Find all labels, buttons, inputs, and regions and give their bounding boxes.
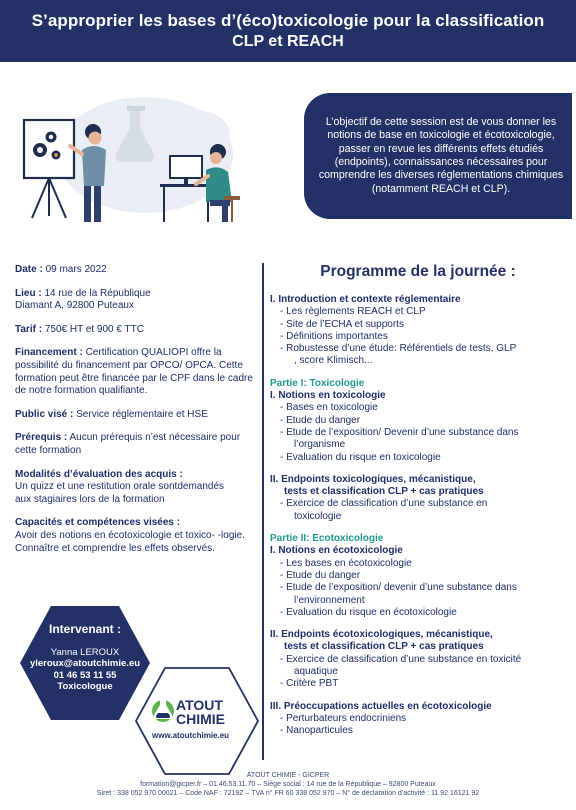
intervenant-phone: 01 46 53 11 55 [53,669,117,681]
lieu-value-2: Diamant A, 92800 Puteaux [15,300,134,312]
prog-section-preoccupations: III. Préoccupations actuelles en écotoxicologie [270,700,492,712]
prog-item: - Exercice de classification d’une substance en toxicité [280,653,522,665]
prog-item: - Exercice de classification d’une substance en [280,498,488,510]
prog-section-endpoints-ecotox-a: II. Endpoints écotoxicologiques, mécanistique, [270,629,493,641]
prog-section-endpoints-ecotox-b: tests et classification CLP + cas pratiques [284,641,484,653]
prog-item-cont: , score Klimisch... [294,355,373,367]
info-financement [15,347,255,397]
tarif-label: Tarif : [15,323,43,335]
info-public [15,409,255,422]
intervenant-role: Toxicologue [57,680,113,692]
prog-item: - Les règlements REACH et CLP [280,306,426,318]
prog-item-cont: l’organisme [294,439,346,451]
prog-item-cont: l’environnement [294,594,365,606]
prog-item: - Site de l’ECHA et supports [280,318,404,330]
prog-item: - Evaluation du risque en écotoxicologie [280,606,457,618]
training-illustration [10,80,250,240]
capacites-label: Capacités et compétences visées : [15,517,181,529]
info-lieu [15,288,255,313]
logo-line1: ATOUT [176,697,223,713]
info-column [15,264,255,566]
date-value: 09 mars 2022 [42,264,107,275]
info-prerequis [15,432,255,457]
prog-section-endpoints-tox-a: II. Endpoints toxicologiques, mécanistique, [270,473,476,485]
prog-item-cont: aquatique [294,666,338,678]
info-tarif [15,324,255,337]
info-modalites [15,469,255,507]
intro-text: L’objectif de cette session est de vous donner les notions de base en toxicologie et écotoxicologie, passer en revue les différents effets étudiés (endpoints), connaissances nécessaires pour comprendre les diverses réglementations chimiques (notamment REACH et CLP). [318,115,564,195]
logo-name [176,698,225,726]
prerequis-label: Prérequis : [15,432,68,444]
financement-value: Certification QUALIOPI offre la possibilité du financement par OPCO/ OPCA. Cette formation peut être financée par le CPF dans le cadre de notre formation qualifiante. [15,347,253,397]
prog-item: - Etude de l’exposition/ Devenir d’une substance dans [280,426,519,438]
prerequis-value: Aucun prérequis n’est nécessaire pour cette formation [15,432,241,456]
prog-item: - Etude du danger [280,569,361,581]
intervenant-email: yleroux@atoutchimie.eu [29,658,141,670]
page-title-line1: S’approprier les bases d’(éco)toxicologie pour la classification [31,11,545,30]
prog-item: - Bases en toxicologie [280,402,378,414]
public-value: Service réglementaire et HSE [73,408,208,420]
prog-section-notions-tox: I. Notions en toxicologie [270,390,386,402]
prog-item: - Définitions importantes [280,330,388,342]
prog-section-endpoints-tox-b: tests et classification CLP + cas pratiques [284,486,484,498]
modalites-value-1: Un quizz et une restitution orale sontdemandés [15,481,225,493]
logo-line2: CHIMIE [176,711,225,727]
programme-title: Programme de la journée : [320,263,516,280]
date-label: Date : [15,264,43,275]
intro-box [304,93,572,219]
intervenant-name: Yanna LEROUX [50,647,120,659]
lieu-value-1: 14 rue de la République [41,287,151,299]
prog-item: - Nanoparticules [280,725,353,737]
info-capacites [15,517,255,555]
atout-chimie-logo-icon [148,694,178,724]
footer [0,771,576,799]
prog-item: - Les bases en écotoxicologie [280,557,412,569]
financement-label: Financement : [15,347,83,359]
intervenant-card [18,624,152,692]
prog-item: - Perturbateurs endocriniens [280,712,407,724]
prog-item: - Robustesse d’une étude: Référentiels de tests, GLP [280,343,517,355]
prog-part-toxicologie: Partie I: Toxicologie [270,377,365,389]
tarif-value: 750€ HT et 900 € TTC [42,323,144,335]
prog-item-cont: toxicologie [294,510,342,522]
prog-item: - Etude de l’exposition/ devenir d’une substance dans [280,582,517,594]
modalites-label: Modalités d’évaluation des acquis : [15,468,183,480]
column-divider [262,263,264,760]
prog-item: - Critère PBT [280,678,339,690]
footer-line3: Siret : 338 052 970 00021 – Code NAF : 7219Z – TVA n° FR 60 338 052 970 – N° de déclaration d’activité : 11 92 16121 92 [96,790,480,798]
lieu-label: Lieu : [15,287,42,299]
prog-section-notions-ecotox: I. Notions en écotoxicologie [270,545,403,557]
programme-list [270,294,570,738]
logo-url[interactable]: www.atoutchimie.eu [152,731,230,740]
footer-line1: ATOUT CHIMIE - GICPER [246,772,330,779]
prog-item: - Evaluation du risque en toxicologie [280,451,441,463]
header-banner [0,0,576,62]
public-label: Public visé : [15,408,74,420]
capacites-value: Avoir des notions en écotoxicologie et toxico- -logie. Connaître et comprendre les effets observés. [15,529,245,554]
page-title-line2: CLP et REACH [232,33,344,50]
prog-section-intro: I. Introduction et contexte réglementaire [270,294,461,305]
footer-line2: formation@gicper.fr – 01.46.53.11.70 – Siège social : 14 rue de la République – 92800 Puteaux [140,781,436,789]
modalites-value-2: aux stagiaires lors de la formation [15,493,165,505]
prog-part-ecotoxicologie: Partie II: Ecotoxicologie [270,533,384,545]
info-date [15,264,255,277]
intervenant-title: Intervenant : [48,622,121,636]
prog-item: - Etude du danger [280,414,361,426]
